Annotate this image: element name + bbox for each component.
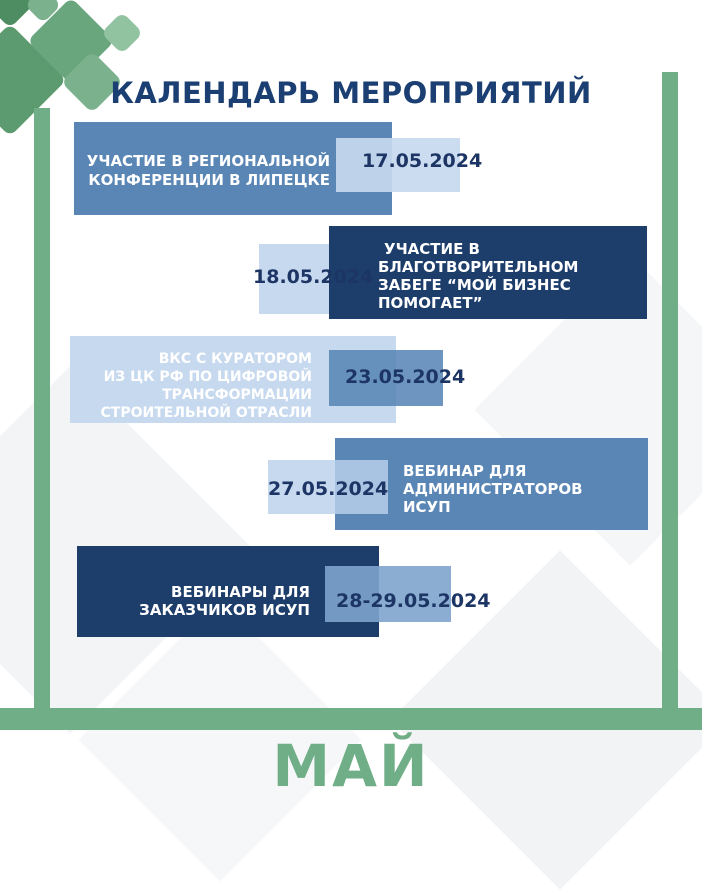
month-label: МАЙ bbox=[272, 732, 430, 800]
event-title: УЧАСТИЕ В БЛАГОТВОРИТЕЛЬНОМ ЗАБЕГЕ “МОЙ БИЗНЕС ПОМОГАЕТ” bbox=[378, 240, 579, 312]
event-date: 23.05.2024 bbox=[345, 366, 466, 388]
event-title: ВЕБИНАРЫ ДЛЯ ЗАКАЗЧИКОВ ИСУП bbox=[139, 583, 310, 619]
event-date: 28-29.05.2024 bbox=[336, 590, 491, 612]
frame-right-line bbox=[662, 72, 678, 714]
event-date: 17.05.2024 bbox=[362, 150, 483, 172]
logo bbox=[0, 0, 150, 130]
event-date: 18.05.2024 bbox=[253, 266, 374, 288]
frame-bottom-line bbox=[0, 708, 702, 730]
event-date: 27.05.2024 bbox=[268, 478, 389, 500]
event-title: УЧАСТИЕ В РЕГИОНАЛЬНОЙ КОНФЕРЕНЦИИ В ЛИПЕЦКЕ bbox=[86, 152, 330, 189]
event-title: ВЕБИНАР ДЛЯ АДМИНИСТРАТОРОВ ИСУП bbox=[403, 462, 583, 516]
event-title: ВКС С КУРАТОРОМ ИЗ ЦК РФ ПО ЦИФРОВОЙ ТРАНСФОРМАЦИИ СТРОИТЕЛЬНОЙ ОТРАСЛИ bbox=[100, 351, 312, 421]
page-title: КАЛЕНДАРЬ МЕРОПРИЯТИЙ bbox=[110, 76, 592, 110]
frame-left-line bbox=[34, 108, 50, 714]
